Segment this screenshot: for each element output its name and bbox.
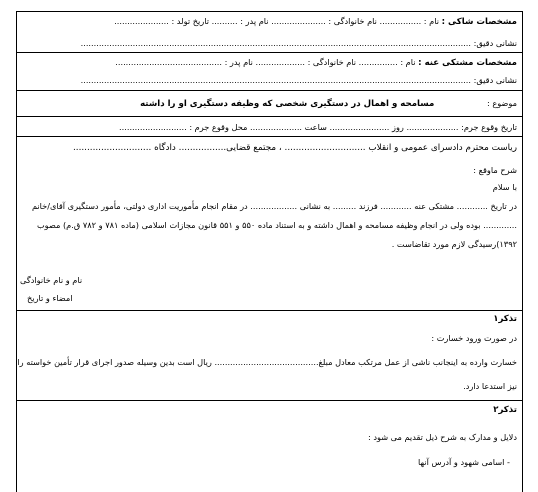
- note1-title: تذکر۱: [493, 314, 517, 324]
- note2-title: تذکر۲: [493, 405, 517, 415]
- crime-time-row: تاریخ وقوع جرم: .................... روز ....................... ساعت .................... محل وقوع جرم : ..........................: [119, 122, 517, 132]
- complainant-heading: مشخصات شاکی :: [441, 17, 517, 27]
- subject-row: [17, 98, 522, 109]
- body-line-2: ............. بوده ولی در انجام وظیفه مسامحه و اهمال داشته و به استناد ماده ۵۵۰ و ۵۵۱ قانون مجازات اسلامی (ماده ۷۸۱ و ۷۸۲ ق.م) مصوب: [36, 220, 517, 230]
- complaint-form: [16, 11, 523, 492]
- body-heading: شرح ماوقع :: [473, 165, 517, 175]
- complainant-fields: نام : ................ نام خانوادگی : ..................... نام پدر : .......... تاریخ تولد : .....................: [114, 16, 439, 26]
- note2-item-1: - اسامی شهود و آدرس آنها: [418, 457, 510, 467]
- body-greeting: با سلام: [492, 182, 517, 192]
- subject-value: مسامحه و اهمال در دستگیری شخصی که وظیفه دستگیری او را داشته: [140, 99, 435, 109]
- body-line-1: در تاریخ ............ مشتکی عنه ............ فرزند ......... به نشانی .................. در مقام انجام مأموریت اداری دولتی، مأمور دستگیری آقای/خانم: [31, 201, 517, 211]
- divider: [17, 310, 522, 311]
- divider: [17, 116, 522, 117]
- addressee-line: ریاست محترم دادسرای عمومی و انقلاب ............................. ، مجتمع قضایی................. دادگاه ............................: [73, 143, 517, 153]
- note2-intro: دلایل و مدارک به شرح ذیل تقدیم می شود :: [367, 432, 517, 442]
- note1-intro: در صورت ورود خسارت :: [431, 333, 517, 343]
- divider: [17, 52, 522, 53]
- accused-address: نشانی دقیق: ......................................................................................................................................................: [80, 75, 517, 85]
- subject-label: موضوع :: [486, 98, 517, 108]
- accused-fields: نام : ............... نام خانوادگی : ................... نام پدر : .........................................: [115, 57, 416, 67]
- complainant-address: نشانی دقیق: ......................................................................................................................................................: [80, 38, 517, 48]
- divider: [17, 400, 522, 401]
- note1-line-1: خسارت وارده به اینجانب ناشی از عمل مرتکب معادل مبلغ........................................ ریال است بدین وسیله صدور اجرای قرار تأمین خواسته را: [17, 357, 517, 367]
- complainant-line: [17, 16, 522, 27]
- divider: [17, 136, 522, 137]
- accused-line: [17, 57, 522, 68]
- accused-heading: مشخصات مشتکی عنه :: [418, 58, 517, 68]
- note1-line-2: نیز استدعا دارد.: [463, 381, 517, 391]
- body-line-3: ۱۳۹۲)رسیدگی لازم مورد تقاضاست .: [391, 239, 517, 249]
- signature-sign: امضاء و تاریخ: [27, 293, 73, 303]
- signature-name: نام و نام خانوادگی: [20, 275, 83, 285]
- divider: [17, 90, 522, 91]
